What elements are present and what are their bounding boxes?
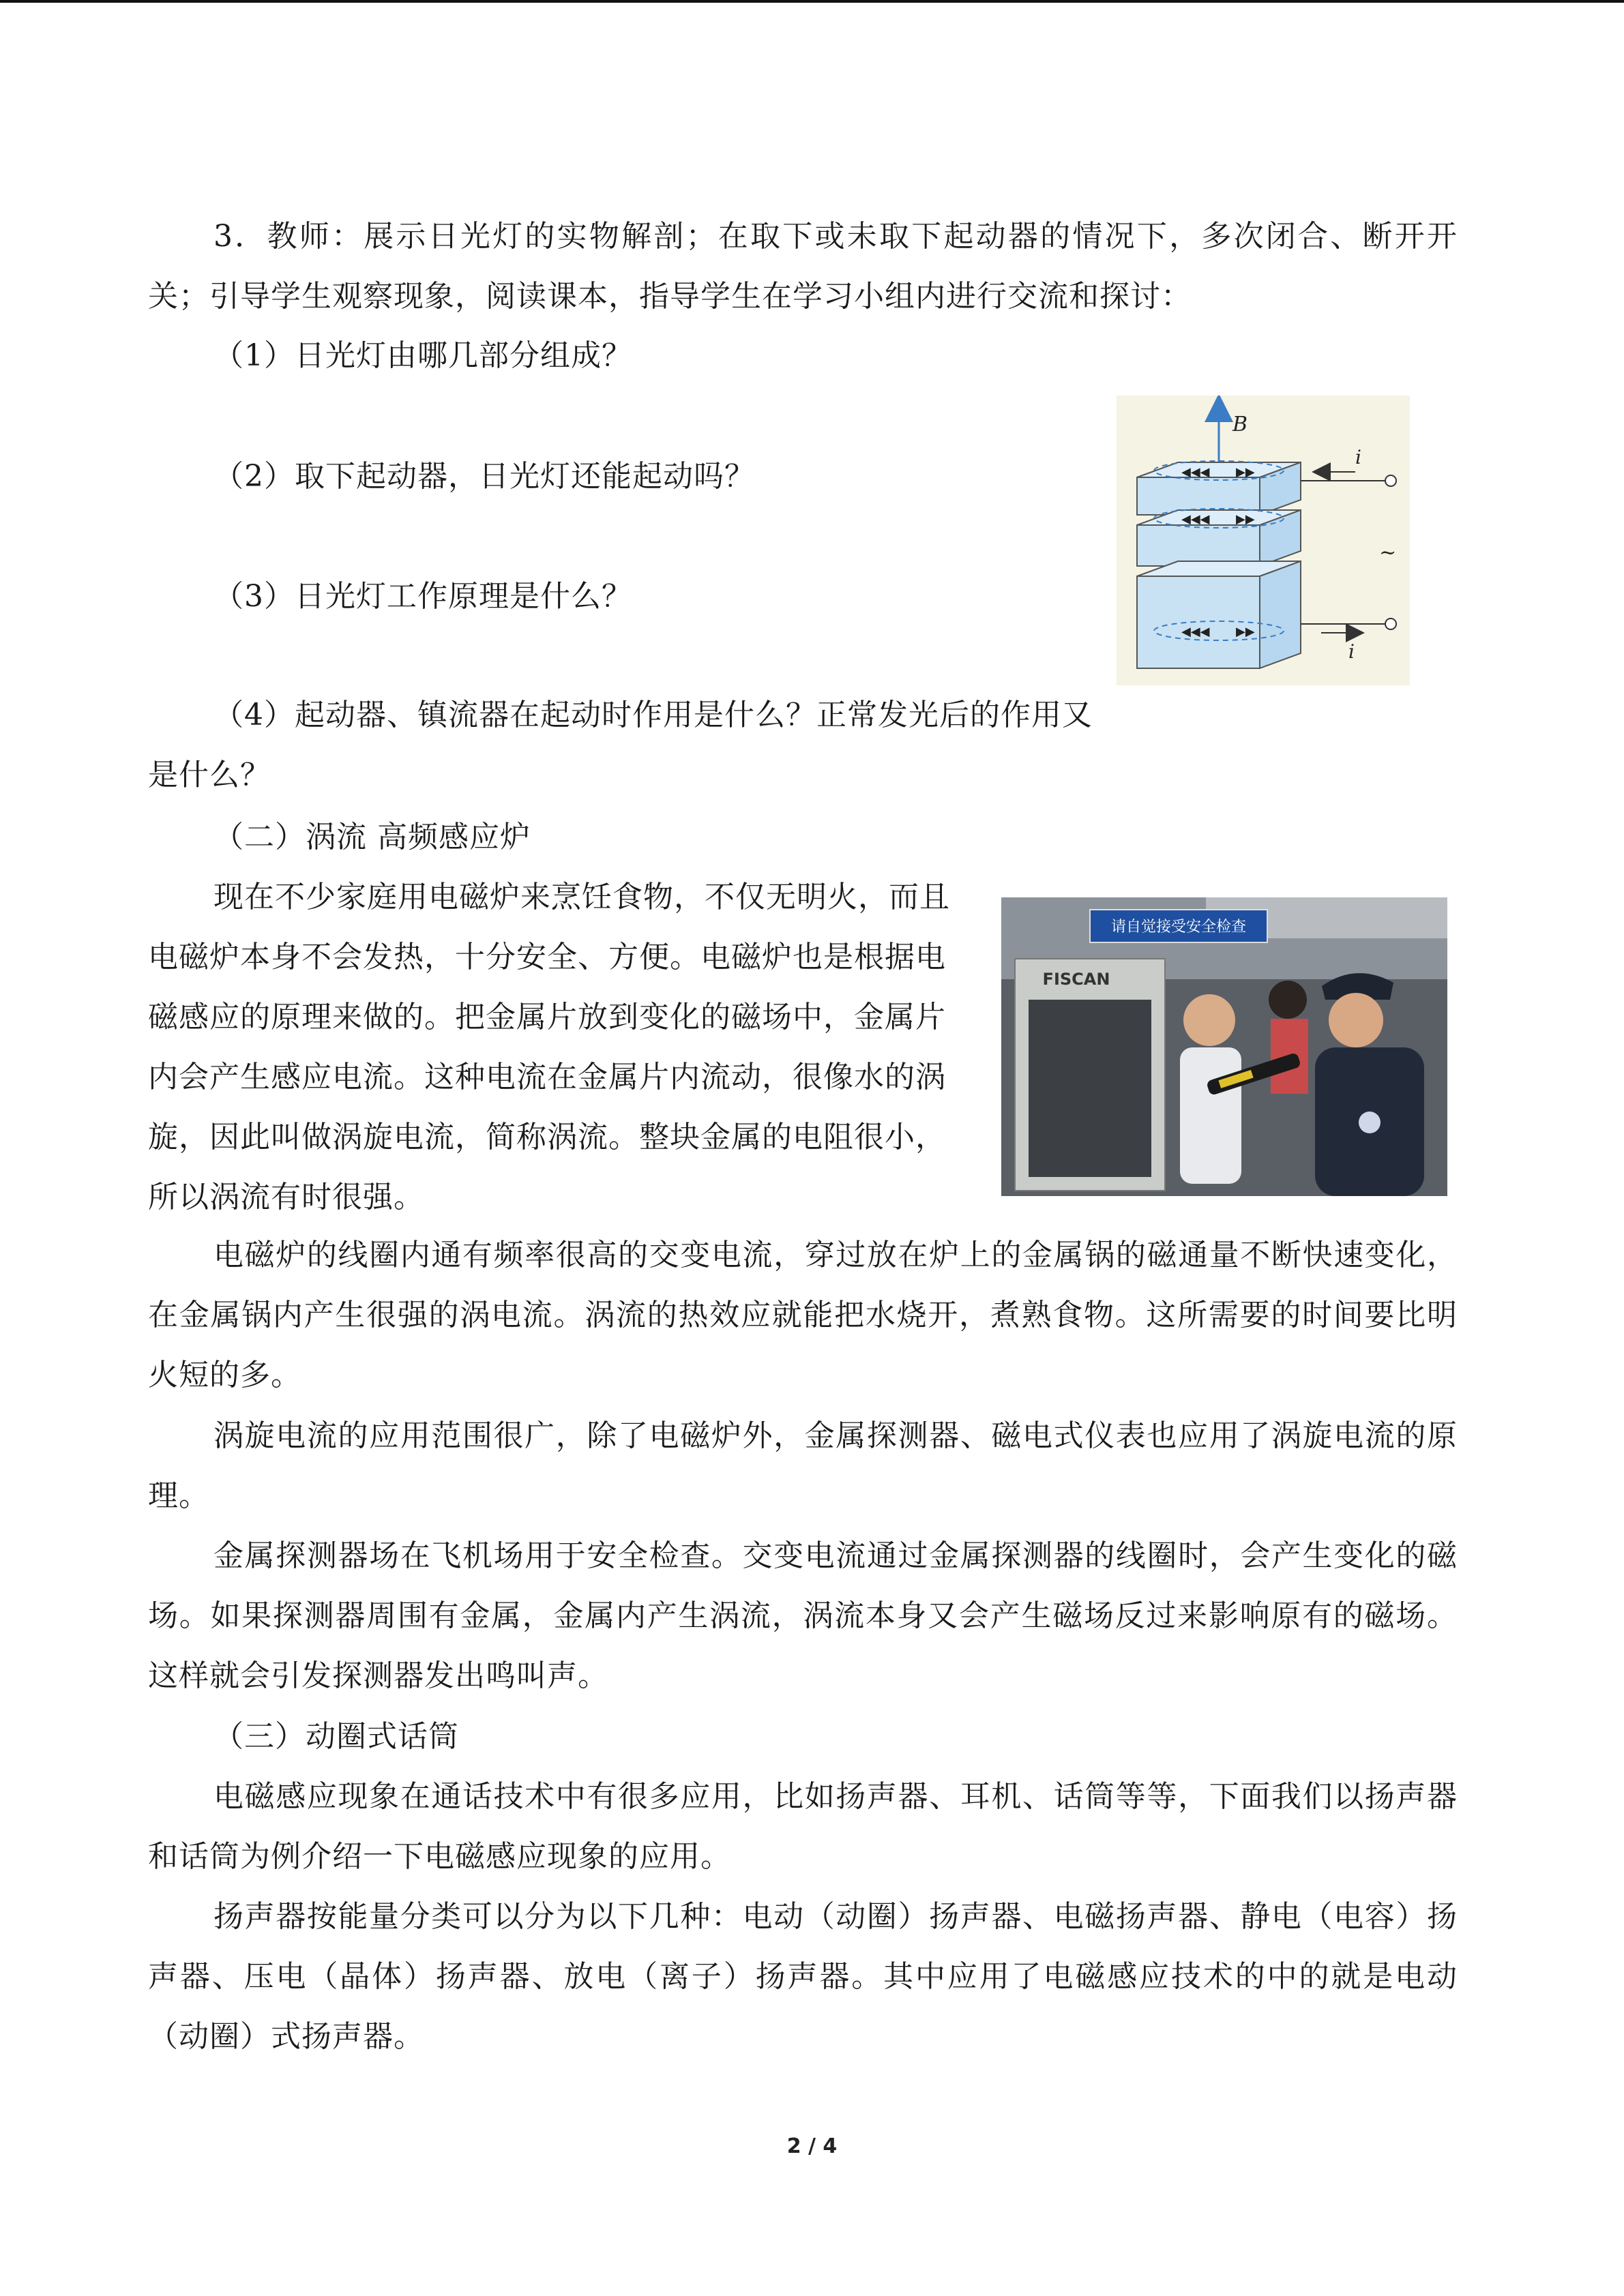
section-heading-eddy: （二）涡流 高频感应炉 [213, 820, 531, 854]
paragraph-communication-tech: 电磁感应现象在通话技术中有很多应用，比如扬声器、耳机、话筒等等，下面我们以扬声器和话筒为例介绍一下电磁感应现象的应用。 [148, 1779, 1458, 1874]
paragraph-teacher-step: 3．教师：展示日光灯的实物解剖；在取下或未取下起动器的情况下，多次闭合、断开开关；引导学生观察现象，阅读课本，指导学生在学习小组内进行交流和探讨： [148, 219, 1458, 314]
svg-text:◀◀◀: ◀◀◀ [1181, 465, 1210, 479]
svg-text:◀◀◀: ◀◀◀ [1181, 625, 1210, 639]
svg-text:◀◀◀: ◀◀◀ [1181, 512, 1210, 526]
airport-security-photo [1001, 897, 1447, 1196]
label-i-bottom: i [1348, 640, 1355, 663]
page-number: 2 / 4 [786, 2134, 838, 2158]
scanner-brand-text: FISCAN [1042, 970, 1110, 989]
question-4: （4）起动器、镇流器在起动时作用是什么？正常发光后的作用又是什么？ [148, 698, 1093, 792]
label-ac-source: ~ [1379, 541, 1397, 565]
svg-text:▶▶: ▶▶ [1236, 512, 1255, 526]
question-2: （2）取下起动器，日光灯还能起动吗？ [213, 459, 755, 494]
eddy-current-cube-figure [1117, 396, 1410, 685]
security-scene [1001, 897, 1447, 1196]
paragraph-speaker-types: 扬声器按能量分类可以分为以下几种：电动（动圈）扬声器、电磁扬声器、静电（电容）扬声器、压电（晶体）扬声器、放电（离子）扬声器。其中应用了电磁感应技术的中的就是电动（动圈）式扬声器。 [148, 1899, 1458, 2054]
paragraph-induction-cooker: 现在不少家庭用电磁炉来烹饪食物，不仅无明火，而且电磁炉本身不会发热，十分安全、方便。电磁炉也是根据电磁感应的原理来做的。把金属片放到变化的磁场中，金属片内会产生感应电流。这种电流在金属片内流动，很像水的涡旋，因此叫做涡旋电流，简称涡流。整块金属的电阻很小，所以涡流有时很强。 [148, 880, 950, 1214]
label-B: B [1232, 413, 1248, 436]
paragraph-cooker-coil: 电磁炉的线圈内通有频率很高的交变电流，穿过放在炉上的金属锅的磁通量不断快速变化，在金属锅内产生很强的涡电流。涡流的热效应就能把水烧开，煮熟食物。这所需要的时间要比明火短的多。 [148, 1238, 1458, 1392]
label-i-top: i [1355, 446, 1361, 468]
security-sign-text: 请自觉接受安全检查 [1110, 919, 1247, 936]
paragraph-metal-detector: 金属探测器场在飞机场用于安全检查。交变电流通过金属探测器的线圈时，会产生变化的磁场。如果探测器周围有金属，金属内产生涡流，涡流本身又会产生磁场反过来影响原有的磁场。这样就会引发探测器发出鸣叫声。 [148, 1538, 1458, 1693]
svg-text:▶▶: ▶▶ [1236, 625, 1255, 639]
cube-diagram [1117, 396, 1410, 685]
paragraph-eddy-applications: 涡旋电流的应用范围很广，除了电磁炉外，金属探测器、磁电式仪表也应用了涡旋电流的原理。 [148, 1418, 1458, 1513]
section-heading-microphone: （三）动圈式话筒 [213, 1719, 459, 1754]
question-3: （3）日光灯工作原理是什么？ [213, 579, 632, 614]
question-1: （1）日光灯由哪几部分组成？ [213, 338, 632, 373]
svg-text:▶▶: ▶▶ [1236, 465, 1255, 479]
